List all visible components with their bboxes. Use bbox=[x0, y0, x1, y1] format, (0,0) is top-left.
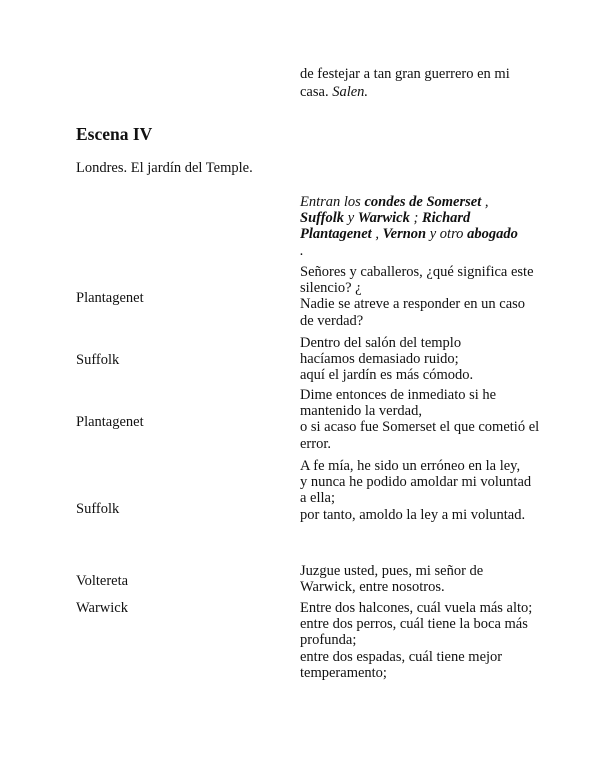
character-name: condes de Somerset bbox=[364, 194, 482, 210]
dialogue-line: entre dos perros, cuál tiene la boca más profunda; bbox=[300, 616, 528, 649]
character-name: Suffolk bbox=[300, 210, 345, 227]
entrance-stage-direction: Entran los condes de Somerset , Suffolk y Warwick ; Richard Plantagenet , Vernon y otro abogado . bbox=[300, 194, 518, 259]
dialogue-lines bbox=[300, 335, 540, 384]
character-name: abogado bbox=[467, 226, 518, 243]
dialogue-lines bbox=[300, 563, 540, 595]
speaker-name: Suffolk bbox=[76, 501, 120, 517]
dialogue-lines bbox=[300, 458, 540, 523]
dialogue-line: Dime entonces de inmediato si he mantenido la verdad, bbox=[300, 387, 497, 420]
dialogue-line: A fe mía, he sido un erróneo en la ley, bbox=[300, 458, 521, 474]
dialogue-lines bbox=[300, 264, 540, 329]
dialogue-line: o si acaso fue Somerset el que cometió el error. bbox=[300, 419, 540, 452]
character-name: Warwick bbox=[357, 210, 410, 227]
dialogue-line: por tanto, amoldo la ley a mi voluntad. bbox=[300, 506, 526, 523]
dialogue-line: aquí el jardín es más cómodo. bbox=[300, 367, 474, 384]
character-name: Richard Plantagenet bbox=[300, 210, 471, 243]
dialogue-line: hacíamos demasiado ruido; bbox=[300, 351, 459, 368]
dialogue-lines bbox=[300, 600, 540, 681]
dialogue-line: Nadie se atreve a responder en un caso de verdad? bbox=[300, 296, 526, 329]
dialogue-line: Señores y caballeros, ¿qué significa este silencio? ¿ bbox=[300, 264, 534, 297]
character-name: Vernon bbox=[382, 226, 427, 243]
dialogue-lines bbox=[300, 387, 540, 452]
previous-scene-closing-lines bbox=[300, 66, 540, 101]
speaker-name: Warwick bbox=[76, 600, 128, 616]
scene-title: Escena IV bbox=[76, 124, 153, 144]
speaker-name: Plantagenet bbox=[76, 290, 144, 306]
speaker-name: Suffolk bbox=[76, 352, 120, 368]
speaker-name: Plantagenet bbox=[76, 414, 144, 430]
exit-stage-direction: Salen. bbox=[332, 83, 369, 100]
dialogue-line: Dentro del salón del templo bbox=[300, 335, 462, 351]
scene-setting: Londres. El jardín del Temple. bbox=[76, 160, 253, 176]
dialogue-line: entre dos espadas, cuál tiene mejor temperamento; bbox=[300, 648, 503, 681]
dialogue-line: Entre dos halcones, cuál vuela más alto; bbox=[300, 600, 533, 616]
closing-line-text: de festejar a tan gran guerrero en mi casa. bbox=[300, 66, 510, 100]
speaker-name: Voltereta bbox=[76, 573, 129, 589]
dialogue-line: Juzgue usted, pues, mi señor de Warwick, entre nosotros. bbox=[300, 563, 484, 596]
dialogue-line: y nunca he podido amoldar mi voluntad a ella; bbox=[300, 474, 532, 507]
